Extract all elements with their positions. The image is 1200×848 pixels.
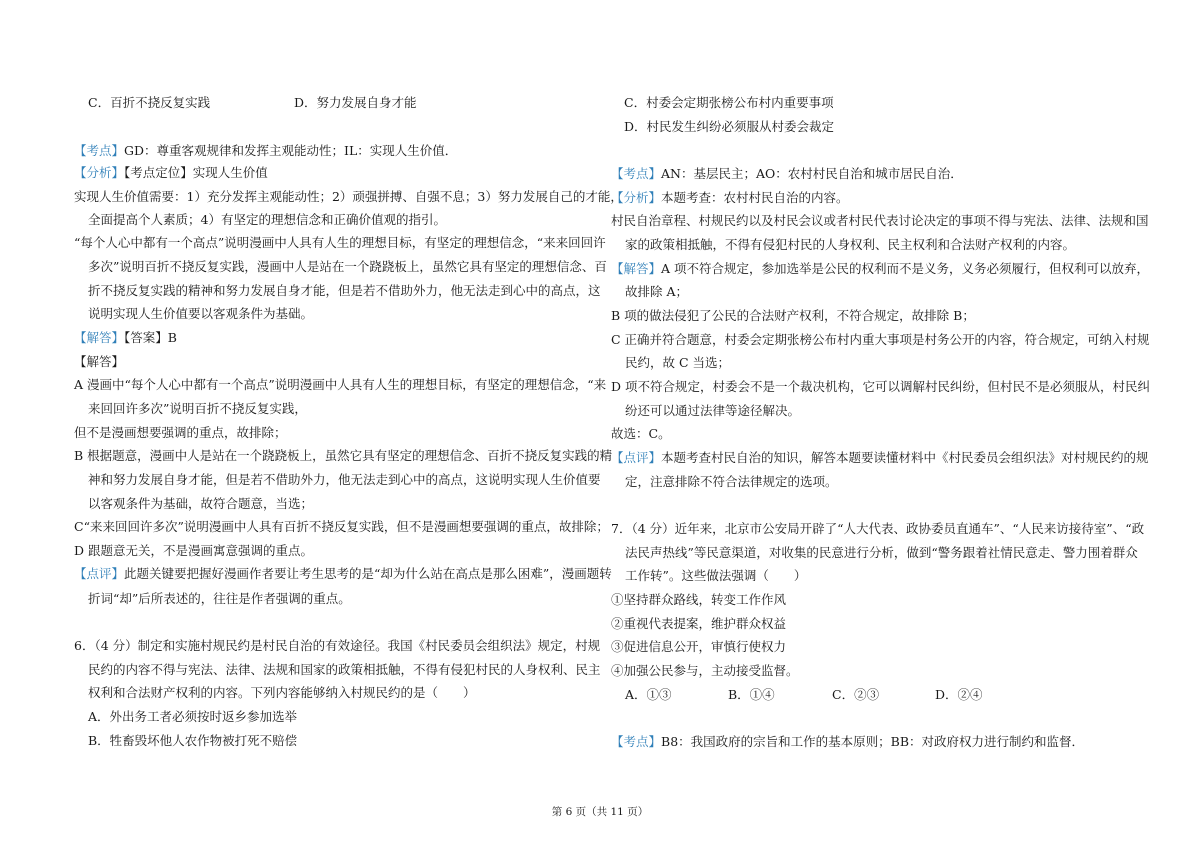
q5-kaodian: 【考点】GD：尊重客观规律和发挥主观能动性；IL：实现人生价值． (74, 143, 458, 158)
text-line: 故排除 A； (625, 284, 689, 299)
text-line: 民约的内容不得与宪法、法律、法规和国家的政策相抵触，不得有侵犯村民的人身权利、民主 (88, 662, 601, 677)
text-line: 家的政策相抵触，不得有侵犯村民的人身权利、民主权利和合法财产权利的内容。 (625, 237, 1076, 252)
kaodian-tag: 【考点】 (74, 143, 125, 158)
text-line: 法民声热线”等民意渠道，对收集的民意进行分析，做到“警务跟着社情民意走、警力围着群众 (625, 545, 1138, 560)
text-line: 工作转”。这些做法强调（ ） (625, 568, 807, 583)
fenxi-tag: 【分析】 (611, 190, 662, 205)
text-line: 多次”说明百折不挠反复实践，漫画中人是站在一个跷跷板上，虽然它具有坚定的理想信念、百 (88, 259, 607, 274)
text-line: “每个人心中都有一个高点”说明漫画中人具有人生的理想目标，有坚定的理想信念，“来来回回许 (74, 235, 606, 250)
text-line: 说明实现人生价值要以客观条件为基础。 (88, 306, 314, 321)
q6-fenxi: 【分析】本题考查：农村村民自治的内容。 (611, 190, 849, 205)
q6-jieda: 【解答】A 项不符合规定，参加选举是公民的权利而不是义务，义务必须履行，但权利可以放弃， (611, 261, 1150, 276)
q5-option-d: D．努力发展自身才能 (294, 95, 417, 110)
q7-statement-3: ③促进信息公开，审慎行使权力 (611, 639, 787, 654)
q7-option-c: C．②③ (832, 687, 880, 702)
text-line: B 根据题意，漫画中人是站在一个跷跷板上，虽然它具有坚定的理想信念、百折不挠反复实践的精 (74, 448, 613, 463)
question-6-stem: 6．（4 分）制定和实施村规民约是村民自治的有效途径。我国《村民委员会组织法》规定，村规 (74, 638, 601, 653)
q5-dianping: 【点评】此题关键要把握好漫画作者要让考生思考的是“却为什么站在高点是那么困难”，漫画题转 (74, 566, 612, 581)
text-line: A 漫画中“每个人心中都有一个高点”说明漫画中人具有人生的理想目标，有坚定的理想信念，“来 (74, 377, 607, 392)
q7-option-b: B．①④ (728, 687, 775, 702)
text-line: 故选：C。 (611, 426, 671, 441)
fenxi-tag: 【分析】 (74, 165, 125, 180)
q6-dianping: 【点评】本题考查村民自治的知识，解答本题要读懂材料中《村民委员会组织法》对村规民约的规 (611, 450, 1149, 465)
text-line: 民约，故 C 当选； (625, 355, 731, 370)
text-line: B 项的做法侵犯了公民的合法财产权利，不符合规定，故排除 B； (611, 308, 975, 323)
page-footer: 第 6 页（共 11 页） (551, 806, 649, 818)
text-line: 实现人生价值需要：1）充分发挥主观能动性；2）顽强拼搏、自强不息；3）努力发展自己的才能， (74, 189, 623, 204)
q5-option-c: C．百折不挠反复实践 (88, 95, 211, 110)
text-line: 权利和合法财产权利的内容。下列内容能够纳入村规民约的是（ ） (88, 685, 476, 700)
text-line: 纷还可以通过法律等途径解决。 (625, 403, 801, 418)
text-line: D 跟题意无关，不是漫画寓意强调的重点。 (74, 543, 313, 558)
text-line: 村民自治章程、村规民约以及村民会议或者村民代表讨论决定的事项不得与宪法、法律、法规和国 (611, 213, 1149, 228)
kaodian-tag: 【考点】 (611, 734, 662, 749)
q6-option-a: A．外出务工者必须按时返乡参加选举 (88, 709, 298, 724)
dianping-tag: 【点评】 (611, 450, 662, 465)
text-line: 折词“却”后所表述的，往往是作者强调的重点。 (88, 591, 351, 606)
q5-jieda: 【解答】【答案】B (74, 330, 177, 345)
q6-option-c: C．村委会定期张榜公布村内重要事项 (624, 95, 834, 110)
q6-kaodian: 【考点】AN：基层民主；AO：农村村民自治和城市居民自治． (611, 166, 963, 181)
jieda-tag: 【解答】 (611, 261, 662, 276)
jieda-tag: 【解答】 (74, 330, 125, 345)
q7-statement-4: ④加强公民参与，主动接受监督。 (611, 663, 799, 678)
kaodian-tag: 【考点】 (611, 166, 662, 181)
q6-option-d: D．村民发生纠纷必须服从村委会裁定 (624, 119, 835, 134)
text-line: 定，注意排除不符合法律规定的选项。 (625, 474, 838, 489)
q7-statement-1: ①坚持群众路线，转变工作作风 (611, 592, 787, 607)
text-line: 以客观条件为基础，故符合题意，当选； (88, 496, 314, 511)
text-line: C 正确并符合题意，村委会定期张榜公布村内重大事项是村务公开的内容，符合规定，可纳入村规 (611, 332, 1150, 347)
q7-option-d: D．②④ (935, 687, 983, 702)
q7-option-a: A．①③ (625, 687, 672, 702)
text-line: 但不是漫画想要强调的重点，故排除； (74, 425, 287, 440)
text-line: 来回回许多次”说明百折不挠反复实践， (88, 401, 307, 416)
q7-statement-2: ②重视代表提案，维护群众权益 (611, 616, 787, 631)
text-line: C“来来回回许多次”说明漫画中人具有百折不挠反复实践，但不是漫画想要强调的重点，故排除； (74, 519, 609, 534)
q5-fenxi: 【分析】【考点定位】实现人生价值 (74, 165, 268, 180)
text-line: 折不挠反复实践的精神和努力发展自身才能，但是若不借助外力，他无法走到心中的高点，这 (88, 283, 601, 298)
q7-kaodian: 【考点】B8：我国政府的宗旨和工作的基本原则；BB：对政府权力进行制约和监督． (611, 734, 1085, 749)
text-line: D 项不符合规定，村委会不是一个裁决机构，它可以调解村民纠纷，但村民不是必须服从，村民纠 (611, 379, 1150, 394)
text-line: 全面提高个人素质；4）有坚定的理想信念和正确价值观的指引。 (88, 212, 446, 227)
text-line: 【解答】 (74, 354, 125, 369)
text-line: 神和努力发展自身才能，但是若不借助外力，他无法走到心中的高点，这说明实现人生价值要 (88, 472, 601, 487)
question-7-stem: 7．（4 分）近年来，北京市公安局开辟了“人大代表、政协委员直通车”、“人民来访接待室”、“政 (611, 521, 1145, 536)
dianping-tag: 【点评】 (74, 566, 125, 581)
q6-option-b: B．牲畜毁坏他人农作物被打死不赔偿 (88, 733, 298, 748)
